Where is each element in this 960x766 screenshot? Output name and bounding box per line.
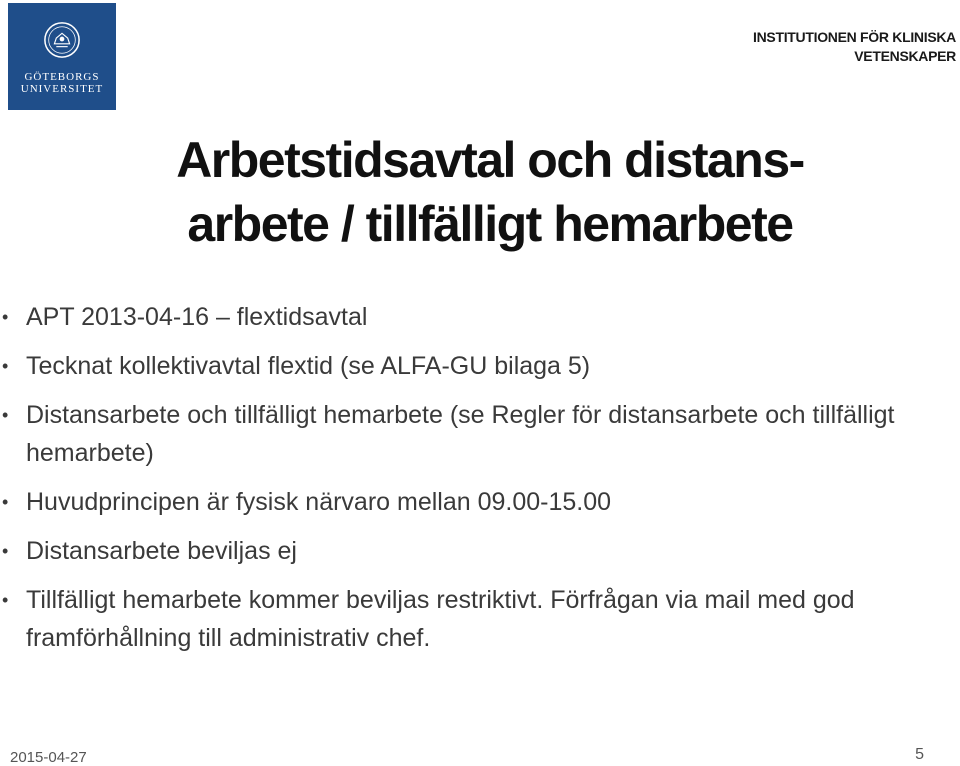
bullet-list	[0, 298, 940, 668]
university-logo	[8, 3, 116, 110]
slide-title-line-1: Arbetstidsavtal och distans-	[176, 132, 804, 188]
bullet-text: Tecknat kollektivavtal flextid (se ALFA-GU bilaga 5)	[26, 352, 591, 380]
page-number: 5	[915, 746, 924, 763]
bullet-icon: •	[2, 590, 9, 610]
logo-line-1: GÖTEBORGS	[24, 71, 100, 83]
bullet-item	[0, 298, 940, 336]
bullet-item	[0, 483, 940, 521]
institution-name	[753, 28, 956, 66]
bullet-icon: •	[2, 307, 9, 327]
slide-title-line-2: arbete / tillfälligt hemarbete	[187, 196, 793, 252]
bullet-icon: •	[2, 405, 9, 425]
bullet-item	[0, 532, 940, 570]
footer-date: 2015-04-27	[10, 749, 87, 766]
bullet-text: APT 2013-04-16 – flextidsavtal	[26, 303, 368, 331]
bullet-icon: •	[2, 492, 9, 512]
bullet-icon: •	[2, 356, 9, 376]
bullet-item	[0, 347, 940, 385]
institution-line-1: INSTITUTIONEN FÖR KLINISKA	[753, 29, 956, 45]
slide-title	[100, 128, 880, 256]
logo-line-2: UNIVERSITET	[20, 83, 104, 95]
university-seal-icon	[43, 21, 81, 59]
bullet-item	[0, 581, 940, 657]
bullet-text: Distansarbete och tillfälligt hemarbete (se Regler för distansarbete och tillfälligt hemarbete)	[26, 401, 895, 467]
bullet-text: Tillfälligt hemarbete kommer beviljas restriktivt. Förfrågan via mail med god framförhållning till administrativ chef.	[26, 586, 855, 652]
bullet-text: Distansarbete beviljas ej	[26, 537, 297, 565]
bullet-icon: •	[2, 541, 9, 561]
logo-text	[21, 71, 104, 95]
bullet-text: Huvudprincipen är fysisk närvaro mellan 09.00-15.00	[26, 488, 612, 516]
bullet-item	[0, 396, 940, 472]
institution-line-2: VETENSKAPER	[854, 48, 956, 64]
